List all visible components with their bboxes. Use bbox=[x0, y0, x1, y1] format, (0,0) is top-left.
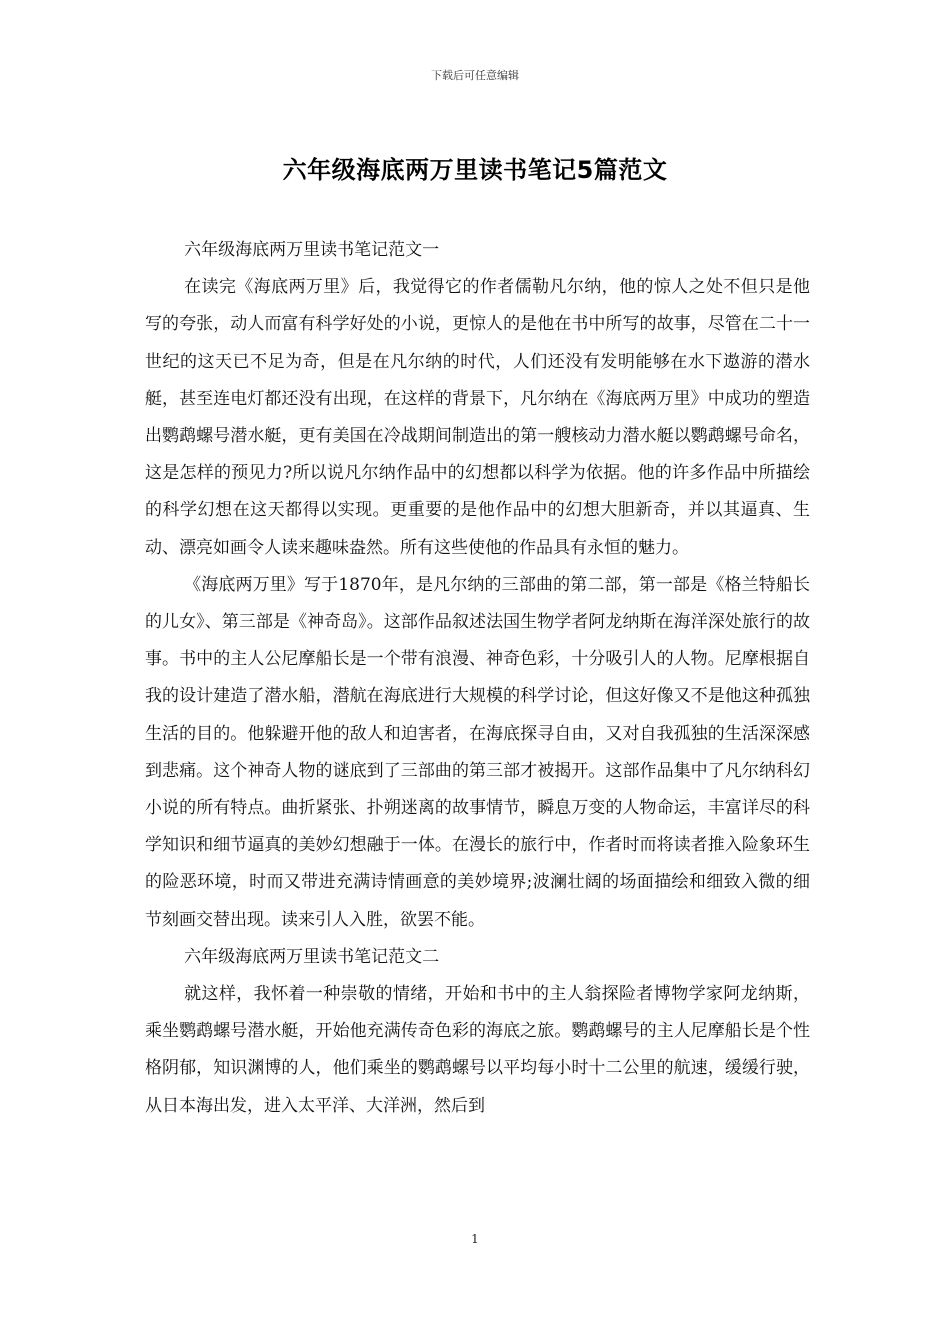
header-note: 下载后可任意编辑 bbox=[431, 69, 519, 82]
body-paragraph: 就这样，我怀着一种崇敬的情绪，开始和书中的主人翁探险者博物学家阿龙纳斯，乘坐鹦鹉螺号潜水艇，开始他充满传奇色彩的海底之旅。鹦鹉螺号的主人尼摩船长是个性格阴郁，知识渊博的人，他们乘坐的鹦鹉螺号以平均每小时十二公里的航速，缓缓行驶，从日本海出发，进入太平洋、大洋洲，然后到 bbox=[145, 984, 810, 1116]
document-body bbox=[145, 232, 810, 1125]
body-paragraph: 《海底两万里》写于1870年，是凡尔纳的三部曲的第二部，第一部是《格兰特船长的儿女》、第三部是《神奇岛》。这部作品叙述法国生物学者阿龙纳斯在海洋深处旅行的故事。书中的主人公尼摩船长是一个带有浪漫、神奇色彩，十分吸引人的人物。尼摩根据自我的设计建造了潜水船，潜航在海底进行大规模的科学讨论，但这好像又不是他这种孤独生活的目的。他躲避开他的敌人和迫害者，在海底探寻自由，又对自我孤独的生活深深感到悲痛。这个神奇人物的谜底到了三部曲的第三部才被揭开。这部作品集中了凡尔纳科幻小说的所有特点。曲折紧张、扑朔迷离的故事情节，瞬息万变的人物命运，丰富详尽的科学知识和细节逼真的美妙幻想融于一体。在漫长的旅行中，作者时而将读者推入险象环生的险恶环境，时而又带进充满诗情画意的美妙境界;波澜壮阔的场面描绘和细致入微的细节刻画交替出现。读来引人入胜，欲罢不能。 bbox=[145, 574, 810, 930]
section-heading-1: 六年级海底两万里读书笔记范文一 bbox=[184, 240, 440, 260]
document-title: 六年级海底两万里读书笔记5篇范文 bbox=[282, 156, 668, 184]
section-heading-2: 六年级海底两万里读书笔记范文二 bbox=[184, 946, 440, 967]
page-number: 1 bbox=[471, 1232, 479, 1246]
body-paragraph: 在读完《海底两万里》后，我觉得它的作者儒勒凡尔纳，他的惊人之处不但只是他写的夸张，动人而富有科学好处的小说，更惊人的是他在书中所写的故事，尽管在二十一世纪的这天已不足为奇，但是在凡尔纳的时代，人们还没有发明能够在水下遨游的潜水艇，甚至连电灯都还没有出现，在这样的背景下，凡尔纳在《海底两万里》中成功的塑造出鹦鹉螺号潜水艇，更有美国在冷战期间制造出的第一艘核动力潜水艇以鹦鹉螺号命名，这是怎样的预见力?所以说凡尔纳作品中的幻想都以科学为依据。他的许多作品中所描绘的科学幻想在这天都得以实现。更重要的是他作品中的幻想大胆新奇，并以其逼真、生动、漂亮如画令人读来趣味盎然。所有这些使他的作品具有永恒的魅力。 bbox=[145, 277, 810, 558]
